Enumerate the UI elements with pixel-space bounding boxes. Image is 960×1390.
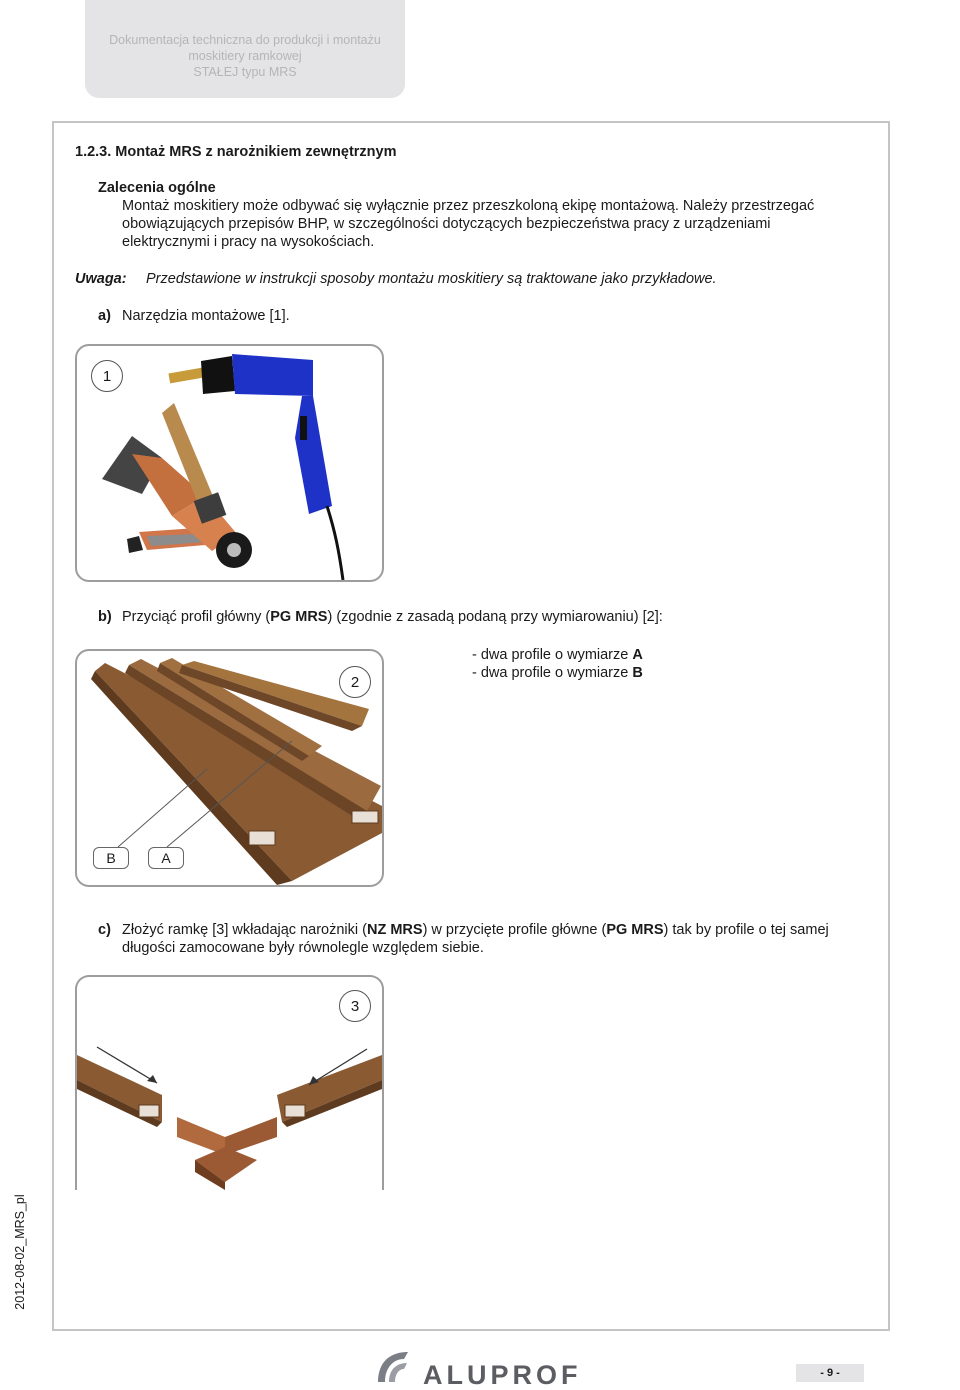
figure-2-number: 2	[339, 666, 371, 698]
wood-profile-icon	[91, 658, 382, 885]
general-heading: Zalecenia ogólne	[98, 180, 216, 196]
step-c-mid: ) w przycięte profile główne (	[422, 922, 607, 938]
profile-list-item-1-text: - dwa profile o wymiarze	[472, 647, 633, 663]
aluprof-logo-icon	[374, 1348, 414, 1384]
general-line-2: obowiązujących przepisów BHP, w szczególności dotyczących bezpieczeństwa pracy z urządzeniami	[122, 216, 771, 232]
left-profile	[77, 1055, 162, 1127]
profile-label-b: B	[93, 847, 129, 869]
step-c-code-2: PG MRS	[606, 922, 664, 938]
section-title: 1.2.3. Montaż MRS z narożnikiem zewnętrznym	[75, 144, 397, 160]
profile-list-item-1-dim: A	[632, 647, 643, 663]
note-text: Przedstawione w instrukcji sposoby montażu moskitiery są traktowane jako przykładowe.	[146, 271, 717, 287]
right-profile	[277, 1055, 382, 1127]
profile-list-item-2	[472, 664, 643, 682]
general-line-1: Montaż moskitiery może odbywać się wyłącznie przez przeszkoloną ekipę montażową. Należy przestrzegać	[122, 198, 815, 214]
figure-3-number: 3	[339, 990, 371, 1022]
step-c-text-line-1	[122, 921, 829, 939]
page-number: - 9 -	[796, 1364, 864, 1382]
step-c-post: ) tak by profile o tej samej	[663, 922, 829, 938]
step-b-text	[122, 608, 663, 626]
figure-1-tools	[75, 344, 384, 582]
header-line-1: Dokumentacja techniczna do produkcji i montażu	[109, 33, 381, 47]
step-a-text: Narzędzia montażowe [1].	[122, 308, 290, 324]
general-line-3: elektrycznymi i pracy na wysokościach.	[122, 234, 375, 250]
profile-list-item-1	[472, 646, 643, 664]
step-c-marker: c)	[98, 922, 111, 938]
profile-list-item-2-dim: B	[632, 665, 643, 681]
step-b-code: PG MRS	[270, 609, 328, 625]
step-a-marker: a)	[98, 308, 111, 324]
figure-3-assembly	[75, 975, 384, 1190]
step-b-marker: b)	[98, 609, 112, 625]
step-b-post: ) (zgodnie z zasadą podaną przy wymiarowaniu) [2]:	[327, 609, 663, 625]
step-c-text-line-2: długości zamocowane były równolegle względem siebie.	[122, 940, 484, 956]
header-line-2: moskitiery ramkowej	[188, 49, 302, 63]
profile-list-item-2-text: - dwa profile o wymiarze	[472, 665, 633, 681]
figure-2-profiles	[75, 649, 384, 887]
profile-label-a: A	[148, 847, 184, 869]
assembly-illustration	[77, 977, 382, 1190]
step-c-code-1: NZ MRS	[366, 922, 423, 938]
figure-1-number: 1	[91, 360, 123, 392]
tools-illustration	[77, 346, 382, 580]
brand-logo-text: ALUPROF	[423, 1360, 582, 1390]
step-c-pre: Złożyć ramkę [3] wkładając narożniki (	[122, 922, 367, 938]
corner-connector-icon	[177, 1117, 277, 1190]
document-code: 2012-08-02_MRS_pl	[13, 1194, 27, 1310]
note-label: Uwaga:	[75, 271, 127, 287]
document-header	[85, 0, 405, 98]
header-line-3: STAŁEJ typu MRS	[193, 65, 297, 79]
step-b-pre: Przyciąć profil główny (	[122, 609, 271, 625]
